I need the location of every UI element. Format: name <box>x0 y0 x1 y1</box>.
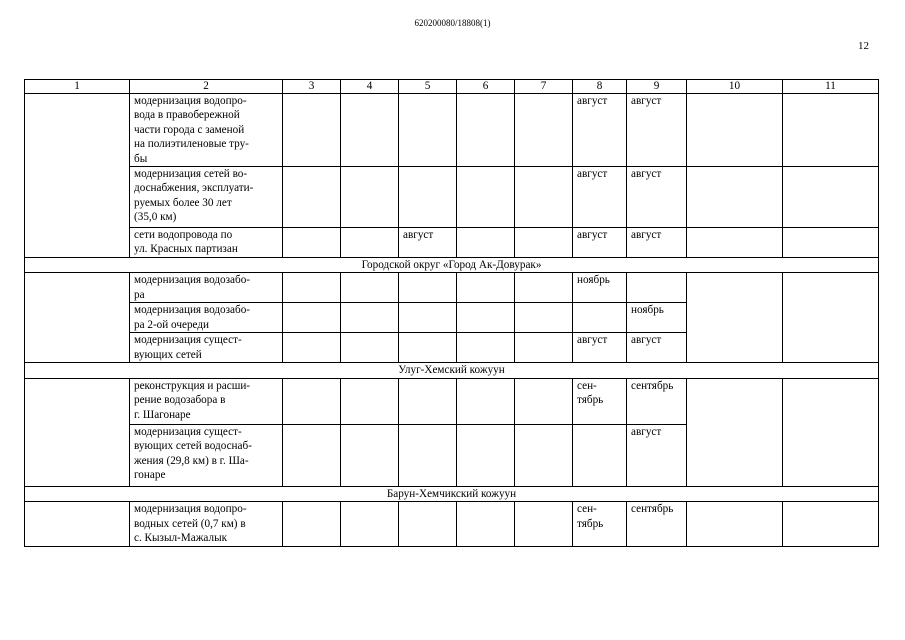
month-cell: ноябрь <box>573 273 627 303</box>
column-header: 6 <box>457 80 515 94</box>
document-id: 620200080/18808(1) <box>414 18 491 28</box>
month-cell <box>399 94 457 167</box>
measure-cell: модернизация сетей во- доснабжения, эксплуати- руемых более 30 лет (35,0 км) <box>130 167 283 228</box>
month-cell: август <box>573 94 627 167</box>
month-cell: август <box>399 228 457 258</box>
measure-cell: реконструкция и расши- рение водозабора в г. Шагонаре <box>130 378 283 424</box>
measure-cell: модернизация водозабо- ра <box>130 273 283 303</box>
column-number-row <box>25 80 879 94</box>
measure-cell: модернизация водопро- вода в правобережной части города с заменой на полиэтиленовые тру- бы <box>130 94 283 167</box>
column-header: 3 <box>283 80 341 94</box>
month-cell: сентябрь <box>627 378 687 424</box>
table-row <box>25 167 879 228</box>
table-row <box>25 378 879 424</box>
column-header: 8 <box>573 80 627 94</box>
section-row <box>25 363 879 378</box>
measure-cell: модернизация водозабо- ра 2-ой очереди <box>130 303 283 333</box>
district-cell <box>25 502 130 547</box>
table-row <box>25 502 879 547</box>
month-cell: август <box>573 228 627 258</box>
table-row <box>25 228 879 258</box>
month-cell: август <box>627 333 687 363</box>
section-heading: Барун-Хемчикский кожуун <box>25 486 879 501</box>
month-cell: август <box>573 333 627 363</box>
column-header: 7 <box>515 80 573 94</box>
measure-cell: модернизация сущест- вующих сетей <box>130 333 283 363</box>
month-cell <box>627 273 687 303</box>
table-row <box>25 94 879 167</box>
schedule-table <box>24 79 879 547</box>
column-header: 1 <box>25 80 130 94</box>
month-cell: сен- тябрь <box>573 378 627 424</box>
month-cell: август <box>627 424 687 486</box>
month-cell <box>573 303 627 333</box>
section-heading: Улуг-Хемский кожуун <box>25 363 879 378</box>
column-header: 9 <box>627 80 687 94</box>
month-cell <box>573 424 627 486</box>
month-cell: август <box>627 94 687 167</box>
month-cell: сен- тябрь <box>573 502 627 547</box>
page-number: 12 <box>858 40 869 52</box>
section-heading: Городской округ «Город Ак-Довурак» <box>25 258 879 273</box>
column-header: 5 <box>399 80 457 94</box>
month-cell: сентябрь <box>627 502 687 547</box>
measure-cell: модернизация сущест- вующих сетей водоснаб- жения (29,8 км) в г. Ша- гонаре <box>130 424 283 486</box>
district-cell <box>25 94 130 258</box>
measure-cell: сети водопровода по ул. Красных партизан <box>130 228 283 258</box>
month-cell <box>399 167 457 228</box>
district-cell <box>25 378 130 486</box>
column-header: 4 <box>341 80 399 94</box>
measure-cell: модернизация водопро- водных сетей (0,7 км) в с. Кызыл-Мажалык <box>130 502 283 547</box>
table-row <box>25 273 879 303</box>
column-header: 10 <box>687 80 783 94</box>
month-cell: ноябрь <box>627 303 687 333</box>
month-cell: август <box>627 228 687 258</box>
section-row <box>25 258 879 273</box>
month-cell: август <box>627 167 687 228</box>
column-header: 11 <box>783 80 879 94</box>
column-header: 2 <box>130 80 283 94</box>
section-row <box>25 486 879 501</box>
month-cell: август <box>573 167 627 228</box>
district-cell <box>25 273 130 363</box>
